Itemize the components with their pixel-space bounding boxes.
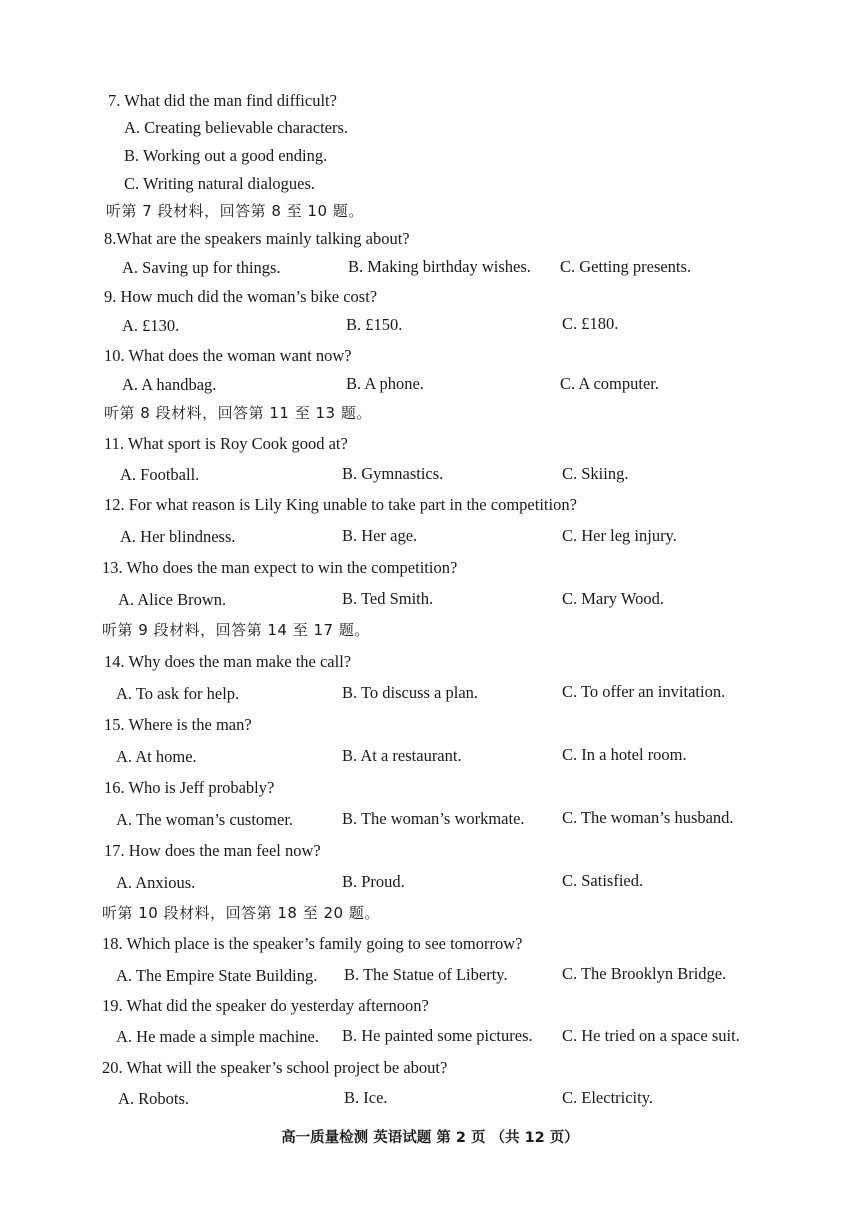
question-7: 7. What did the man find difficult? [108, 91, 337, 110]
q15-option-a: A. At home. [116, 747, 197, 766]
q13-option-c: C. Mary Wood. [562, 589, 664, 608]
q19-option-b: B. He painted some pictures. [342, 1026, 533, 1045]
question-13: 13. Who does the man expect to win the competition? [102, 558, 458, 577]
q20-option-b: B. Ice. [344, 1088, 388, 1107]
question-17: 17. How does the man feel now? [104, 841, 321, 860]
question-16: 16. Who is Jeff probably? [104, 778, 275, 797]
q17-option-b: B. Proud. [342, 872, 405, 891]
question-15: 15. Where is the man? [104, 715, 252, 734]
question-12: 12. For what reason is Lily King unable to take part in the competition? [104, 495, 577, 514]
q12-option-c: C. Her leg injury. [562, 526, 677, 545]
q10-option-b: B. A phone. [346, 374, 424, 393]
q8-option-b: B. Making birthday wishes. [348, 257, 531, 276]
q9-option-c: C. £180. [562, 314, 619, 333]
q13-option-a: A. Alice Brown. [118, 590, 227, 609]
q20-option-c: C. Electricity. [562, 1088, 654, 1107]
q11-option-b: B. Gymnastics. [342, 464, 444, 483]
q10-option-a: A. A handbag. [122, 375, 217, 394]
section-8-instruction: 听第 8 段材料，回答第 11 至 13 题。 [104, 404, 372, 422]
q15-option-c: C. In a hotel room. [562, 745, 687, 764]
q10-option-c: C. A computer. [560, 374, 659, 393]
question-14: 14. Why does the man make the call? [104, 652, 352, 671]
question-9: 9. How much did the woman’s bike cost? [104, 287, 378, 306]
q8-option-c: C. Getting presents. [560, 257, 692, 276]
q9-option-a: A. £130. [122, 316, 180, 335]
section-7-instruction: 听第 7 段材料，回答第 8 至 10 题。 [106, 202, 364, 220]
q18-option-b: B. The Statue of Liberty. [344, 965, 508, 984]
q7-option-c: C. Writing natural dialogues. [124, 174, 316, 193]
question-11: 11. What sport is Roy Cook good at? [104, 434, 348, 453]
q19-option-a: A. He made a simple machine. [116, 1027, 319, 1046]
q16-option-b: B. The woman’s workmate. [342, 809, 525, 828]
q13-option-b: B. Ted Smith. [342, 589, 434, 608]
q16-option-c: C. The woman’s husband. [562, 808, 734, 827]
q18-option-a: A. The Empire State Building. [116, 966, 318, 985]
q15-option-b: B. At a restaurant. [342, 746, 462, 765]
question-18: 18. Which place is the speaker’s family going to see tomorrow? [102, 934, 523, 953]
q17-option-c: C. Satisfied. [562, 871, 644, 890]
q11-option-c: C. Skiing. [562, 464, 629, 483]
q14-option-c: C. To offer an invitation. [562, 682, 726, 701]
q7-option-b: B. Working out a good ending. [124, 146, 328, 165]
page-footer: 高一质量检测 英语试题 第 2 页 （共 12 页） [281, 1130, 579, 1146]
q16-option-a: A. The woman’s customer. [116, 810, 294, 829]
q12-option-b: B. Her age. [342, 526, 418, 545]
q14-option-a: A. To ask for help. [116, 684, 240, 703]
section-9-instruction: 听第 9 段材料，回答第 14 至 17 题。 [102, 621, 370, 639]
q12-option-a: A. Her blindness. [120, 527, 236, 546]
q11-option-a: A. Football. [120, 465, 200, 484]
q14-option-b: B. To discuss a plan. [342, 683, 479, 702]
q8-option-a: A. Saving up for things. [122, 258, 281, 277]
question-19: 19. What did the speaker do yesterday afternoon? [102, 996, 429, 1015]
question-10: 10. What does the woman want now? [104, 346, 352, 365]
q19-option-c: C. He tried on a space suit. [562, 1026, 740, 1045]
question-20: 20. What will the speaker’s school project be about? [102, 1058, 448, 1077]
q9-option-b: B. £150. [346, 315, 403, 334]
question-8: 8.What are the speakers mainly talking about? [104, 229, 410, 248]
q18-option-c: C. The Brooklyn Bridge. [562, 964, 727, 983]
q17-option-a: A. Anxious. [116, 873, 196, 892]
q20-option-a: A. Robots. [118, 1089, 190, 1108]
section-10-instruction: 听第 10 段材料，回答第 18 至 20 题。 [102, 904, 380, 922]
q7-option-a: A. Creating believable characters. [124, 118, 349, 137]
